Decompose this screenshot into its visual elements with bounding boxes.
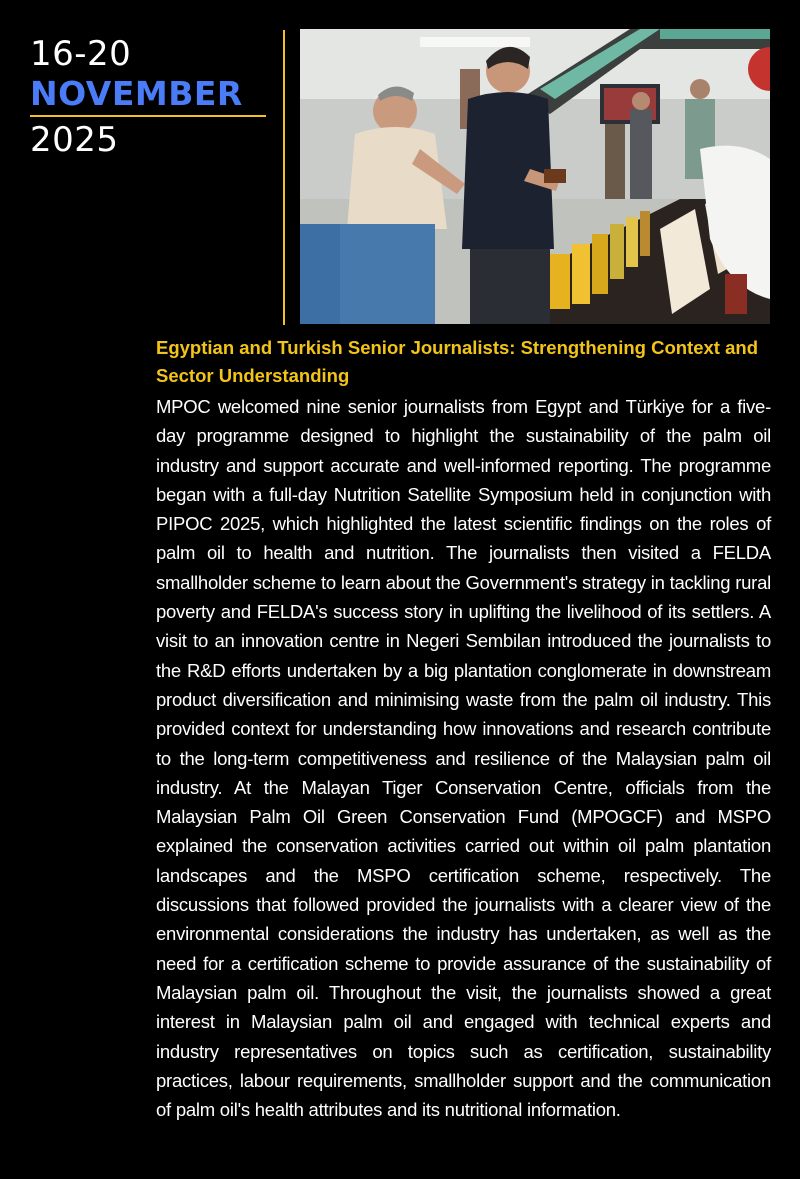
article-body: MPOC welcomed nine senior journalists from Egypt and Türkiye for a five-day programme designed to highlight the sustainability of the palm oil industry and support accurate and well-informed reporting. The programme began with a full-day Nutrition Satellite Symposium held in conjunction with PIPOC 2025, which highlighted the latest scientific findings on the roles of palm oil to health and nutrition. The journalists then visited a FELDA smallholder scheme to learn about the Government's strategy in tackling rural poverty and FELDA's success story in uplifting the livelihood of its settlers. A visit to an innovation centre in Negeri Sembilan introduced the journalists to the R&D efforts undertaken by a big plantation conglomerate in downstream product diversification and minimising waste from the palm oil industry. This provided context for understanding how innovations and research contribute to the long-term competitiveness and resilience of the Malaysian palm oil industry. At the Malayan Tiger Conservation Centre, officials from the Malaysian Palm Oil Green Conservation Fund (MPOGCF) and MSPO explained the conservation activities carried out within oil palm plantation landscapes and the MSPO certification scheme, respectively. The discussions that followed provided the journalists with a clearer view of the environmental considerations the industry has undertaken, as well as the need for a certification scheme to provide assurance of the sustainability of Malaysian palm oil. Throughout the visit, the journalists showed a great interest in Malaysian palm oil and engaged with technical experts and industry representatives on topics such as certification, sustainability practices, labour requirements, smallholder support and the communication of palm oil's health attributes and its nutritional information. <box>156 396 771 1121</box>
photo-illustration <box>300 29 770 324</box>
vertical-divider <box>283 30 285 325</box>
date-range: 16-20 <box>30 34 132 74</box>
date-underline <box>30 115 266 117</box>
article-headline: Egyptian and Turkish Senior Journalists: Strengthening Context and Sector Understanding <box>156 337 758 386</box>
date-month: NOVEMBER <box>30 74 243 113</box>
event-photo <box>300 29 770 324</box>
date-year: 2025 <box>30 120 119 160</box>
article <box>156 334 771 1124</box>
event-date <box>30 34 270 160</box>
